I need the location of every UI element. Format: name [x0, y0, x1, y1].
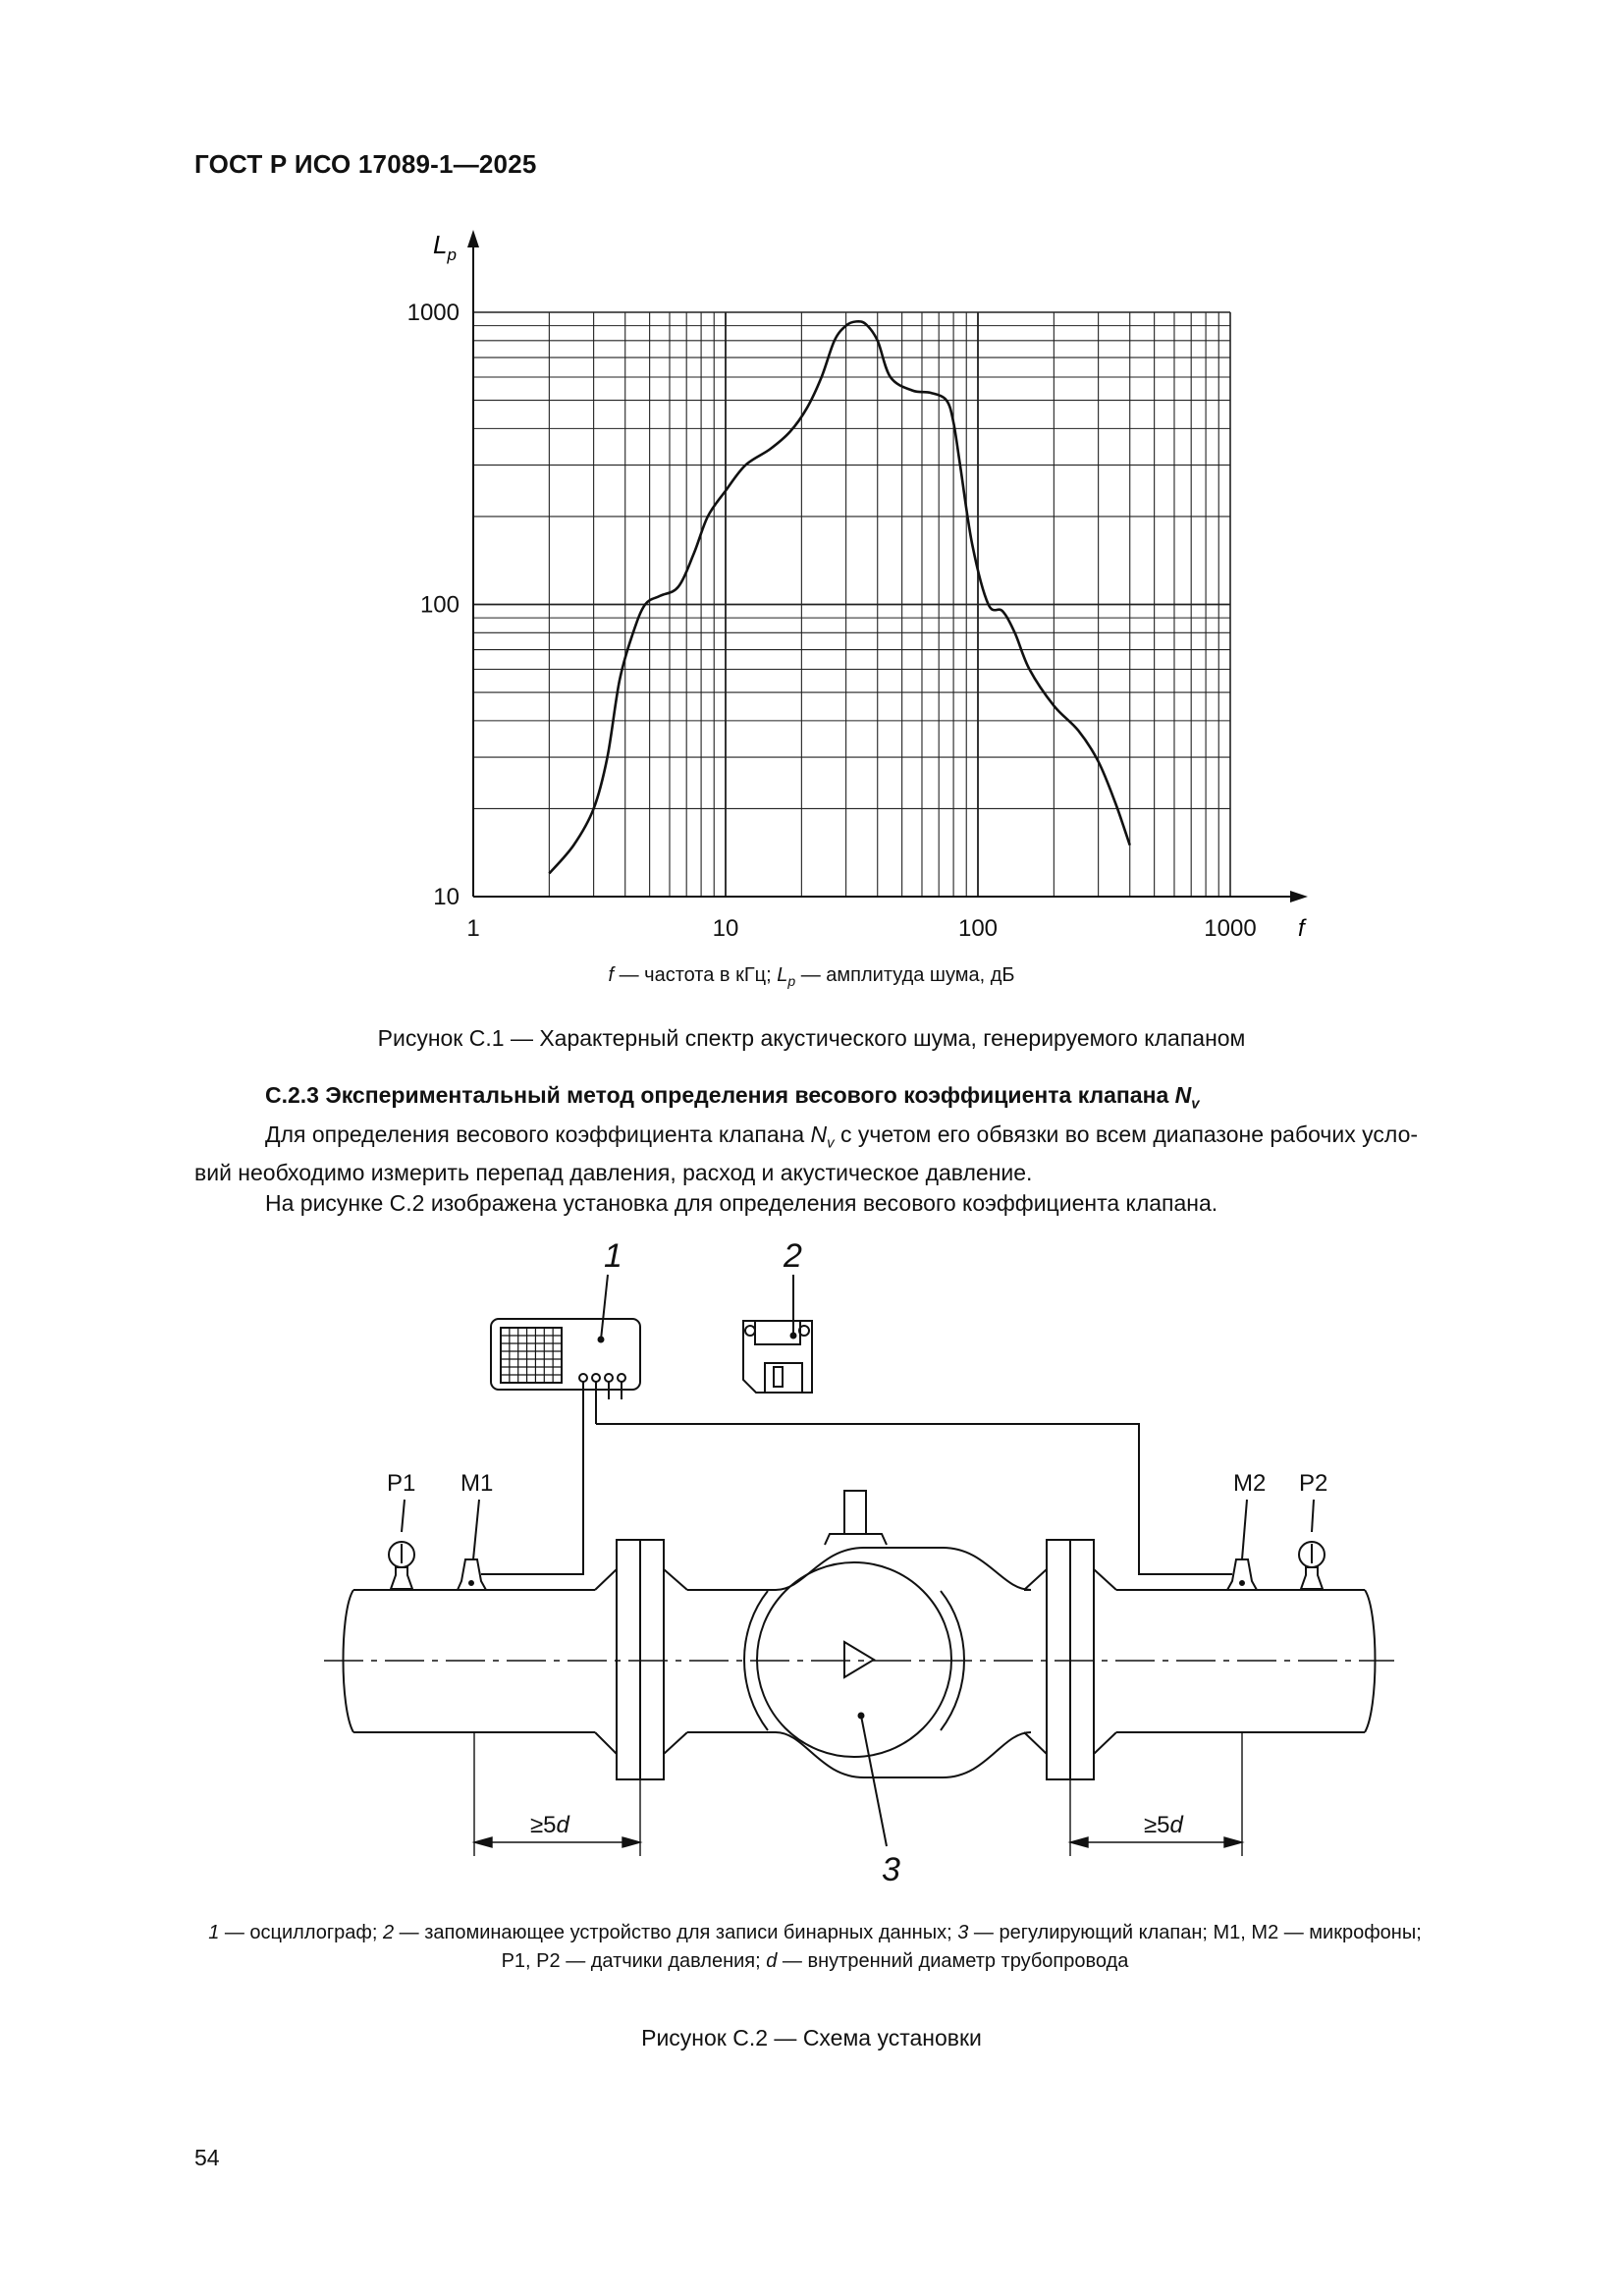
microphone-m1 — [458, 1500, 486, 1590]
x-tick-label: 1 — [466, 915, 480, 942]
x-tick-label: 10 — [712, 915, 739, 942]
y-tick-label: 1000 — [406, 300, 460, 326]
paragraph-1-cont: вий необходимо измерить перепад давления, расход и акустическое давление. — [194, 1160, 1033, 1186]
dim-left-label: ≥5d — [530, 1812, 569, 1838]
label-m2: M2 — [1233, 1470, 1267, 1497]
x-axis-arrow — [1290, 891, 1308, 902]
figure2-legend: 1 — осциллограф; 2 — запоминающее устройство для записи бинарных данных; 3 — регулирующий клапан; М1, М2 — микрофоны; Р1, Р2 — датчики давления; d — внутренний диаметр трубопровода — [208, 1922, 1422, 1972]
figure1-caption: Рисунок С.1 — Характерный спектр акустического шума, генерируемого клапаном — [377, 1025, 1246, 1051]
label-p2: P2 — [1299, 1470, 1328, 1497]
flange-left — [617, 1540, 776, 1779]
pressure-sensor-p1 — [389, 1500, 414, 1589]
figure2-caption: Рисунок С.2 — Схема установки — [641, 2025, 982, 2050]
label-2: 2 — [784, 1237, 802, 1275]
section-title: С.2.3 Экспериментальный метод определения весового коэффициента клапана $N_v$ — [265, 1082, 1200, 1113]
section-c23 — [194, 1080, 1434, 1219]
installation-diagram — [0, 1208, 1623, 1915]
figure1-legend: f — частота в кГц; $L_p$ — амплитуда шума, дБ — [608, 964, 1015, 989]
pressure-sensor-p2 — [1299, 1500, 1325, 1589]
chart-tick-labels — [407, 300, 1257, 942]
microphone-m2 — [1227, 1500, 1257, 1590]
y-axis-label: $L_p$ — [433, 230, 457, 264]
paragraph-1: Для определения весового коэффициента клапана $N_v$ с учетом его обвязки во всем диапазоне рабочих усло- — [265, 1121, 1419, 1152]
page-number: 54 — [194, 2145, 220, 2170]
control-valve — [744, 1491, 1031, 1777]
y-axis-arrow — [467, 230, 479, 247]
pipe-left — [344, 1569, 618, 1754]
oscilloscope — [491, 1319, 640, 1424]
label-1: 1 — [604, 1237, 622, 1275]
x-tick-label: 1000 — [1204, 915, 1257, 942]
dim-right-label: ≥5d — [1144, 1812, 1183, 1838]
label-p1: P1 — [387, 1470, 416, 1497]
y-tick-label: 100 — [419, 591, 460, 619]
x-tick-label: 100 — [957, 915, 999, 942]
flange-right — [1024, 1540, 1116, 1779]
spectrum-chart — [0, 0, 1623, 982]
paragraph-2: На рисунке С.2 изображена установка для определения весового коэффициента клапана. — [265, 1190, 1218, 1217]
storage-device — [743, 1321, 812, 1393]
page-header: ГОСТ Р ИСО 17089-1—2025 — [194, 149, 537, 179]
x-axis-label: f — [1298, 915, 1305, 942]
y-tick-label: 10 — [433, 884, 460, 910]
spectrum-curve — [549, 321, 1129, 873]
label-3: 3 — [882, 1851, 900, 1888]
label-m1: M1 — [460, 1470, 494, 1497]
